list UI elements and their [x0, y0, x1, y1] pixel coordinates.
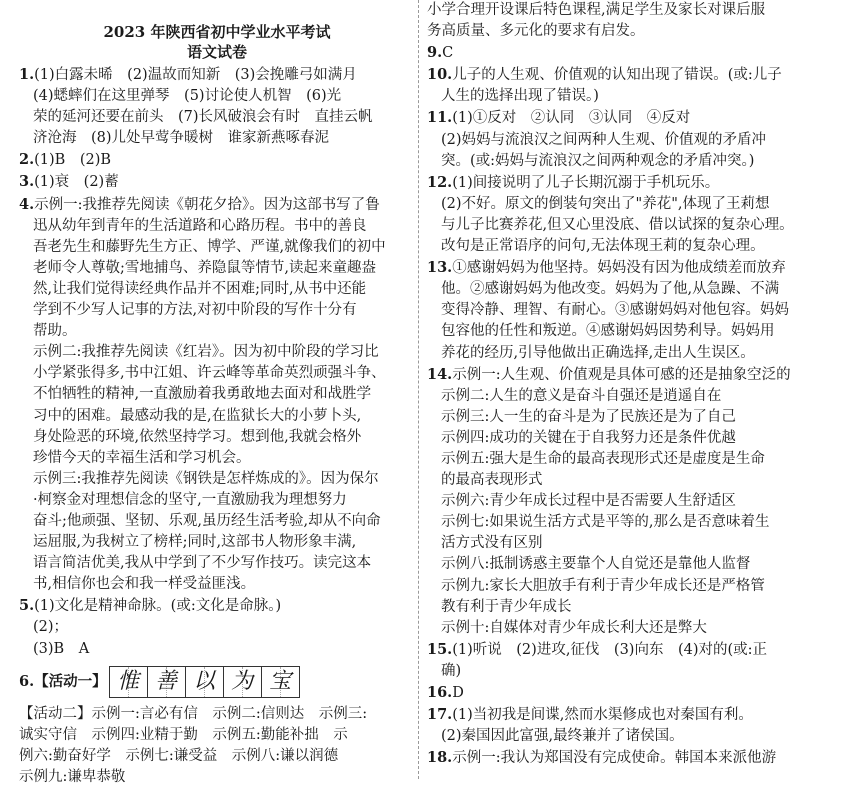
question-number: 1. [19, 66, 35, 83]
answer-text: 活方式没有区别 [441, 535, 543, 552]
answer-item [427, 747, 805, 769]
answer-line [427, 236, 805, 257]
answer-text: 书,相信你也会和我一样受益匪浅。 [33, 576, 256, 593]
activity2-line: 诚实守信 示例四:业精于勤 示例五:勤能补拙 示 [19, 726, 348, 743]
calligraphy-cell [148, 667, 186, 697]
answer-line [427, 86, 805, 107]
answer-line [427, 512, 805, 533]
answer-text: 然,让我们觉得读经典作品并不困难;同时,从书中还能 [33, 280, 367, 297]
answer-text: 变得冷静、理智、有耐心。③感谢妈妈对他包容。妈妈 [441, 302, 789, 319]
answer-text: 示例三:我推荐先阅读《钢铁是怎样炼成的》。因为保尔 [33, 470, 379, 487]
answer-line [19, 469, 415, 490]
question-number: 5. [19, 597, 35, 615]
answer-item [427, 704, 805, 747]
answer-line [19, 617, 415, 638]
answer-line [427, 151, 805, 172]
calligraphy-char: 宝 [269, 669, 292, 695]
calligraphy-cell [224, 667, 262, 697]
answer-line [19, 427, 415, 448]
answer-line [427, 300, 805, 321]
answer-line [19, 553, 415, 574]
answer-text: (2)妈妈与流浪汉之间两种人生观、价值观的矛盾冲 [441, 131, 767, 148]
answer-line [427, 661, 805, 682]
answer-line [19, 86, 415, 107]
answer-line [19, 64, 415, 86]
answer-text: 老师令人尊敬;雪地捕鸟、养隐鼠等情节,读起来童趣盎 [33, 259, 376, 276]
answer-text: 示例一:人生观、价值观是具体可感的还是抽象空泛的 [452, 366, 791, 383]
answer-line [427, 194, 805, 215]
answer-line [427, 343, 805, 364]
answer-line [427, 386, 805, 407]
answer-item [19, 149, 415, 171]
answer-line [427, 130, 805, 151]
answer-line [19, 149, 415, 171]
answer-text: 奋斗;他顽强、坚韧、乐观,虽历经生活考验,却从不向命 [33, 512, 381, 529]
answer-line [427, 279, 805, 300]
answer-line [427, 747, 805, 769]
answer-line [427, 618, 805, 639]
answer-line [19, 639, 415, 660]
answer-line [19, 448, 415, 469]
answer-line [19, 258, 415, 279]
right-answers [427, 0, 805, 769]
question-number: 14. [427, 365, 453, 383]
answer-text: (2)； [33, 619, 69, 636]
answer-line [427, 64, 805, 86]
activity2-line: 例六:勤奋好学 示例七:谦受益 示例八:谦以润德 [19, 747, 339, 764]
answer-item [427, 42, 805, 64]
answer-text: 示例一:我认为郑国没有完成使命。韩国本来派他游 [452, 750, 777, 767]
answer-text: 迅从幼年到青年的生活道路和心路历程。书中的善良 [33, 217, 367, 234]
answer-line [427, 682, 805, 704]
answer-text: (1)文化是精神命脉。(或:文化是命脉。) [34, 598, 282, 615]
answer-line [19, 511, 415, 532]
answer-text: (1)当初我是间谍,然而水渠修成也对秦国有利。 [452, 707, 753, 724]
answer-line [19, 237, 415, 258]
answer-item [427, 107, 805, 171]
question-number: 3. [19, 173, 35, 191]
answer-text: 示例六:青少年成长过程中是否需要人生舒适区 [441, 493, 736, 510]
answer-line [427, 470, 805, 491]
activity1-row [19, 663, 415, 701]
answer-text: 儿子的人生观、价值观的认知出现了错误。(或:儿子 [452, 67, 782, 84]
page-subtitle: 语文试卷 [186, 43, 247, 61]
calligraphy-char: 以 [193, 669, 216, 695]
answer-text: 养花的经历,引导他做出正确选择,走出人生误区。 [441, 344, 755, 361]
answer-text: D [452, 685, 464, 701]
answer-item [427, 172, 805, 257]
answer-text: 的最高表现形式 [441, 472, 543, 489]
answer-text: (2)秦国因此富强,最终兼并了诸侯国。 [441, 728, 684, 745]
activity1-label: 6.【活动一】 [19, 673, 107, 691]
answer-line [19, 321, 415, 342]
question-number: 9. [427, 44, 443, 62]
answer-text: (3)B A [33, 640, 90, 657]
answer-text: 示例八:抵制诱惑主要靠个人自觉还是靠他人监督 [441, 556, 751, 573]
answer-line [19, 342, 415, 363]
activity2-line: 【活动二】示例一:言必有信 示例二:信则达 示例三: [19, 705, 368, 722]
question-number: 11. [427, 109, 453, 127]
answer-text: 运屈服,为我树立了榜样;同时,这部书人物形象丰满, [33, 534, 357, 551]
answer-line [427, 704, 805, 726]
answer-item [427, 364, 805, 639]
question-number: 15. [427, 640, 453, 658]
answer-text: 珍惜今天的幸福生活和学习机会。 [33, 449, 251, 466]
answer-line [19, 490, 415, 511]
answer-text: 人生的选择出现了错误。) [441, 88, 599, 105]
answer-line [427, 0, 805, 21]
question-number: 4. [19, 195, 35, 213]
answer-text: 习中的困难。最感动我的是,在监狱长大的小萝卜头, [33, 407, 362, 424]
answer-item [427, 639, 805, 682]
answer-text: 示例二:人生的意义是奋斗自强还是逍遥自在 [441, 387, 722, 404]
answer-text: (2)不好。原文的倒装句突出了"养花",体现了王莉想 [441, 195, 770, 212]
answer-text: (1)听说 (2)进攻,征伐 (3)向东 (4)对的(或:正 [452, 641, 768, 658]
answer-line [427, 597, 805, 618]
answer-line [427, 321, 805, 342]
answer-line [19, 574, 415, 595]
answer-item [19, 595, 415, 659]
question-number: 2. [19, 151, 35, 169]
answer-line [427, 449, 805, 470]
answer-text: 示例七:如果说生活方式是平等的,那么是否意味着生 [441, 514, 770, 531]
answer-line [427, 172, 805, 194]
answer-item [427, 0, 805, 42]
answer-text: 包容他的任性和叛逆。④感谢妈妈因势利导。妈妈用 [441, 323, 775, 340]
answer-line [19, 384, 415, 405]
answer-item [19, 171, 415, 193]
calligraphy-char: 善 [155, 669, 178, 695]
question-number: 10. [427, 66, 453, 84]
answer-text: (1)B (2)B [34, 152, 112, 169]
answer-text: 示例九:家长大胆放手有利于青少年成长还是严格管 [441, 577, 765, 594]
answer-line [427, 491, 805, 512]
question-number: 16. [427, 684, 453, 701]
answer-text: 示例五:强大是生命的最高表现形式还是虚度是生命 [441, 450, 765, 467]
question-number: 18. [427, 749, 453, 767]
answer-text: 身处险恶的环境,依然坚持学习。想到他,我就会格外 [33, 428, 362, 445]
answer-line [427, 407, 805, 428]
answer-line [19, 216, 415, 237]
answer-text: 示例一:我推荐先阅读《朝花夕拾》。因为这部书写了鲁 [34, 196, 380, 213]
answer-line [19, 363, 415, 384]
answer-text: 荣的延河还要在前头 (7)长风破浪会有时 直挂云帆 [33, 109, 373, 126]
answer-line [427, 21, 805, 42]
answer-line [19, 107, 415, 128]
answer-text: (1)白露未晞 (2)温故而知新 (3)会挽雕弓如满月 [34, 67, 357, 83]
right-column [427, 0, 805, 769]
answer-text: 不怕牺牲的精神,一直激励着我勇敢地去面对和战胜学 [33, 386, 372, 403]
answer-text: (4)蟋蟀们在这里弹琴 (5)讨论使人机智 (6)光 [33, 88, 342, 105]
answer-text: 示例十:自媒体对青少年成长利大还是弊大 [441, 619, 707, 636]
answer-line [427, 257, 805, 279]
answer-line [19, 171, 415, 193]
left-column [19, 0, 415, 788]
answer-line [19, 279, 415, 300]
answer-line [19, 194, 415, 216]
answer-line [427, 107, 805, 129]
answer-text: 与儿子比赛养花,但又心里没底、借以试探的复杂心理。 [441, 216, 794, 233]
answer-text: 示例二:我推荐先阅读《红岩》。因为初中阶段的学习比 [33, 344, 379, 361]
answer-line [427, 639, 805, 661]
answer-line [19, 406, 415, 427]
answer-text: 务高质量、多元化的要求有启发。 [427, 23, 645, 40]
answer-item [19, 64, 415, 149]
left-answers [19, 64, 415, 660]
column-divider [418, 0, 419, 779]
answer-text: 教有利于青少年成长 [441, 598, 572, 615]
answer-line [427, 364, 805, 386]
answer-text: (1)间接说明了儿子长期沉溺于手机玩乐。 [452, 174, 720, 191]
answer-line [19, 532, 415, 553]
answer-line [427, 533, 805, 554]
answer-line [427, 428, 805, 449]
answer-text: 帮助。 [33, 323, 77, 340]
answer-item [427, 64, 805, 107]
calligraphy-cell [262, 667, 299, 697]
answer-text: 小学合理开设课后特色课程,满足学生及家长对课后服 [427, 2, 766, 18]
answer-text: 济沧海 (8)儿处早莺争暖树 谁家新燕啄春泥 [33, 130, 330, 147]
answer-text: (1)①反对 ②认同 ③认同 ④反对 [452, 110, 691, 127]
answer-text: C [442, 45, 454, 62]
calligraphy-cell [186, 667, 224, 697]
answer-text: 示例四:成功的关键在于自我努力还是条件优越 [441, 429, 736, 446]
activity2 [19, 704, 415, 788]
question-number: 17. [427, 706, 453, 724]
answer-text: 他。②感谢妈妈为他改变。妈妈为了他,从急躁、不满 [441, 281, 780, 298]
answer-line [19, 595, 415, 617]
answer-line [19, 300, 415, 321]
answer-text: 确) [441, 662, 462, 679]
answer-item [427, 257, 805, 363]
answer-text: 小学紧张得多,书中江姐、许云峰等革命英烈顽强斗争、 [33, 365, 386, 382]
answer-line [427, 576, 805, 597]
answer-text: 学到不少写人记事的方法,对初中阶段的写作十分有 [33, 302, 357, 319]
answer-text: ·柯察金对理想信念的坚守,一直激励我为理想努力 [33, 491, 347, 508]
answer-line [427, 42, 805, 64]
answer-text: (1)衰 (2)蓄 [34, 174, 119, 191]
answer-text: 突。(或:妈妈与流浪汉之间两种观念的矛盾冲突。) [441, 152, 755, 169]
answer-item [19, 194, 415, 596]
calligraphy-char: 惟 [117, 669, 140, 695]
answer-text: 改句是正常语序的问句,无法体现王莉的复杂心理。 [441, 238, 765, 255]
answer-line [19, 128, 415, 149]
question-number: 12. [427, 173, 453, 191]
question-number: 13. [427, 259, 453, 277]
calligraphy-grid [109, 666, 300, 698]
answer-text: 语言简洁优美,我从中学到了不少写作技巧。读完这本 [33, 555, 372, 572]
answer-text: 示例三:人一生的奋斗是为了民族还是为了自己 [441, 408, 736, 425]
calligraphy-char: 为 [231, 669, 254, 695]
calligraphy-cell [110, 667, 148, 697]
page-title: 2023 年陕西省初中学业水平考试 [103, 23, 331, 41]
activity2-line: 示例九:谦卑恭敬 [19, 768, 126, 785]
answer-line [427, 554, 805, 575]
answer-item [427, 682, 805, 704]
answer-text: 吾老先生和藤野先生方正、博学、严谨,就像我们的初中 [33, 238, 386, 255]
answer-line [427, 726, 805, 747]
answer-line [427, 215, 805, 236]
answer-text: ①感谢妈妈为他坚持。妈妈没有因为他成绩差而放弃 [452, 260, 786, 277]
